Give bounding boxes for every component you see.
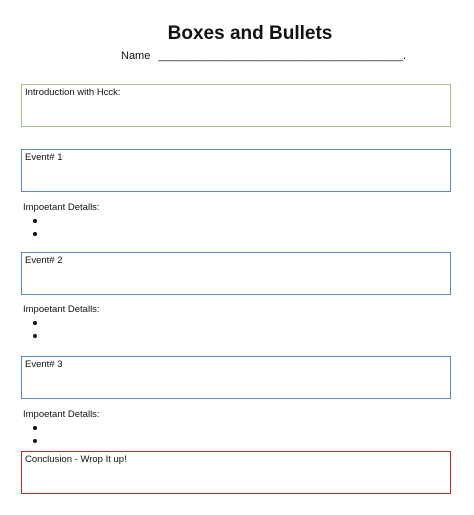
name-blank[interactable]: ________________________________________. — [158, 50, 407, 62]
intro-box[interactable] — [21, 84, 451, 127]
details-section-2 — [23, 304, 100, 342]
bullet-list-1 — [23, 214, 100, 240]
event-box-2[interactable] — [21, 252, 451, 295]
conclusion-box[interactable] — [21, 451, 451, 494]
details-section-3 — [23, 409, 100, 447]
bullet-item[interactable] — [33, 227, 100, 240]
details-label-1: Impoetant Detalls: — [23, 202, 100, 213]
details-label-3: Impoetant Detalls: — [23, 409, 100, 420]
worksheet-title: Boxes and Bullets — [167, 23, 333, 44]
name-label: Name — [121, 50, 151, 62]
bullet-item[interactable] — [33, 329, 100, 342]
conclusion-label: Conclusion - Wrop It up! — [25, 454, 127, 465]
bullet-item[interactable] — [33, 316, 100, 329]
event-box-1[interactable] — [21, 149, 451, 192]
event-box-3[interactable] — [21, 356, 451, 399]
intro-label: Introduction with Hcck: — [25, 87, 121, 98]
details-label-2: Impoetant Detalls: — [23, 304, 100, 315]
bullet-icon — [33, 232, 37, 236]
bullet-icon — [33, 321, 37, 325]
bullet-icon — [33, 334, 37, 338]
name-line — [121, 50, 406, 62]
event-label-1: Event# 1 — [25, 152, 63, 163]
details-section-1 — [23, 202, 100, 240]
event-label-2: Event# 2 — [25, 255, 63, 266]
bullet-icon — [33, 219, 37, 223]
bullet-icon — [33, 439, 37, 443]
bullet-item[interactable] — [33, 434, 100, 447]
event-label-3: Event# 3 — [25, 359, 63, 370]
bullet-list-3 — [23, 421, 100, 447]
bullet-item[interactable] — [33, 421, 100, 434]
bullet-icon — [33, 426, 37, 430]
bullet-list-2 — [23, 316, 100, 342]
bullet-item[interactable] — [33, 214, 100, 227]
